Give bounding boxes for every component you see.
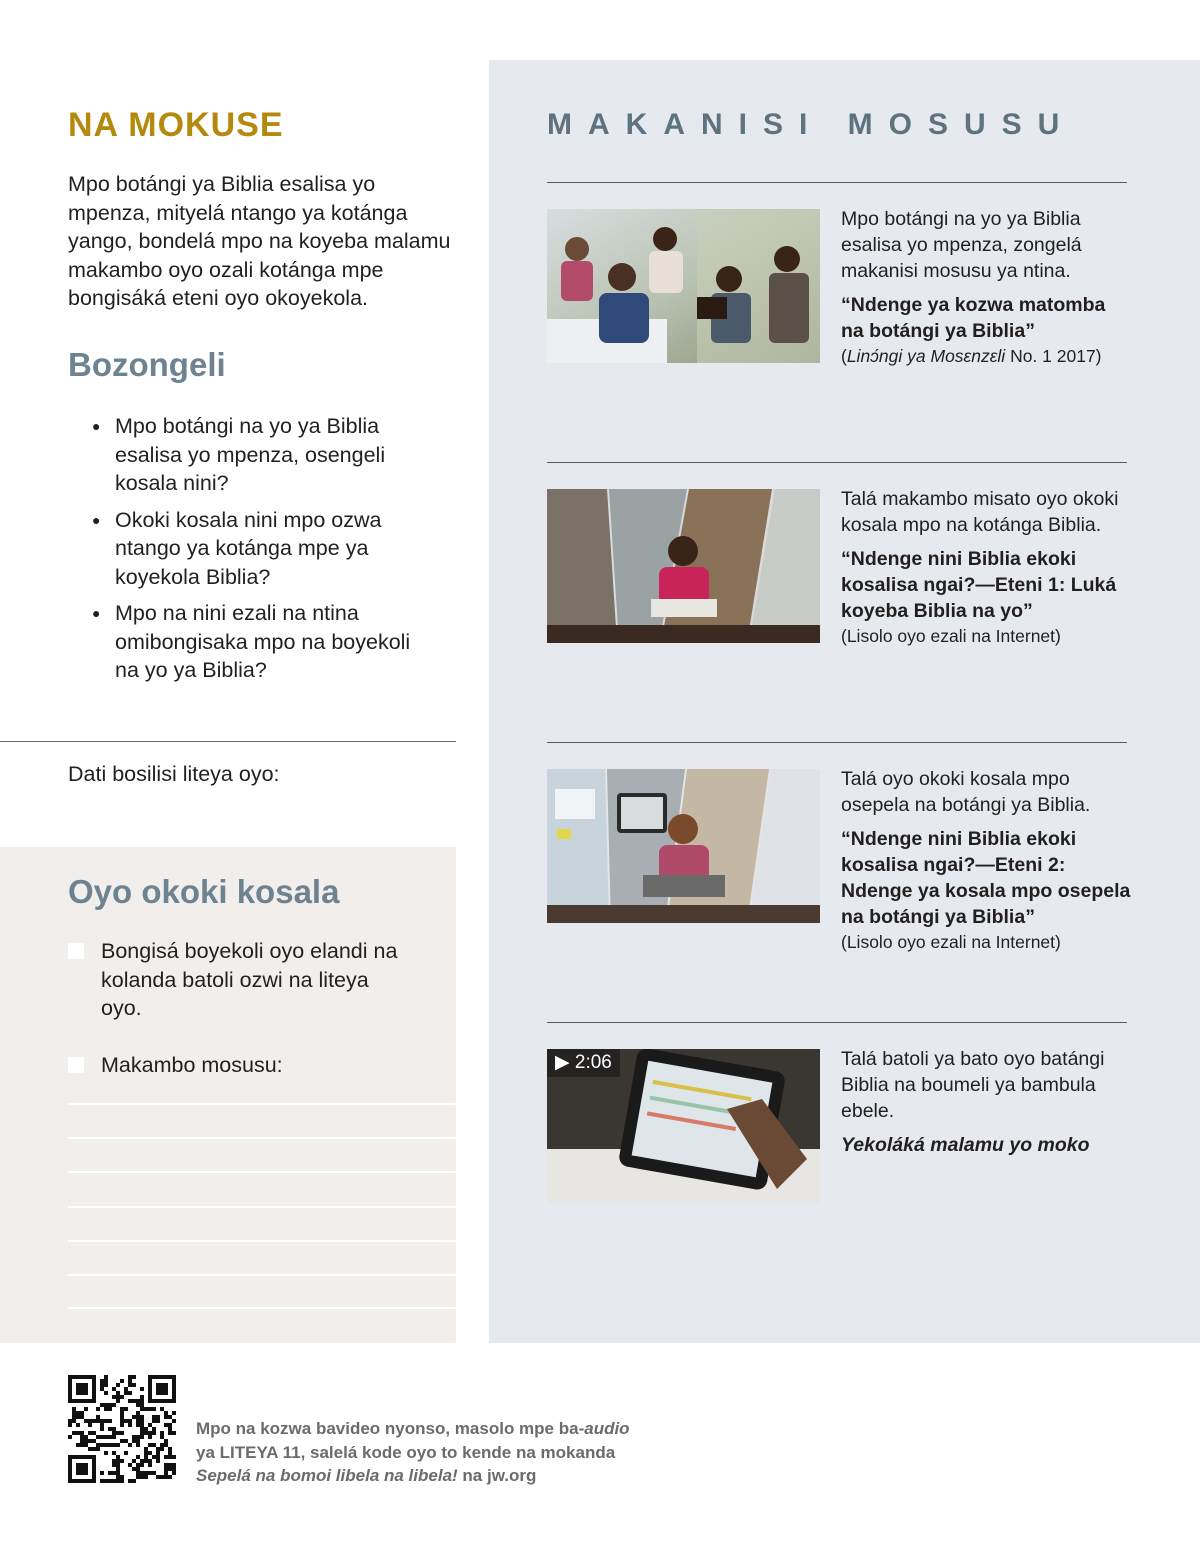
review-heading: Bozongeli xyxy=(68,346,226,383)
resource-item xyxy=(841,486,1131,648)
writing-line[interactable] xyxy=(68,1171,456,1173)
resource-item xyxy=(841,1046,1131,1158)
divider xyxy=(0,741,456,742)
resource-title[interactable]: “Ndenge ya kozwa matomba na botángi ya Biblia” xyxy=(841,294,1106,342)
resource-source: (Lisolo oyo ezali na Internet) xyxy=(841,932,1061,952)
video-thumbnail[interactable] xyxy=(547,1049,820,1203)
writing-line[interactable] xyxy=(68,1307,456,1309)
footer-note: Mpo na kozwa bavideo nyonso, masolo mpe ba-audio ya LITEYA 11, salelá kode oyo to kende na mokanda Sepelá na bomoi libela na libela! na jw.org xyxy=(196,1419,630,1485)
explore-heading: MAKANISI MOSUSU xyxy=(547,108,1076,141)
todo-heading: Oyo okoki kosala xyxy=(68,873,340,910)
summary-heading: NA MOKUSE xyxy=(68,106,284,144)
todo-item-label: Bongisá boyekoli oyo elandi na kolanda batoli ozwi na liteya oyo. xyxy=(101,939,398,1020)
video-duration-badge: ▶ 2:06 xyxy=(547,1049,620,1077)
todo-item-label: Makambo mosusu: xyxy=(101,1053,283,1077)
resource-description: Talá batoli ya bato oyo batángi Biblia na boumeli ya bambula ebele. xyxy=(841,1048,1105,1122)
divider xyxy=(547,1022,1127,1023)
resource-title[interactable]: “Ndenge nini Biblia ekoki kosalisa ngai?—Eteni 1: Luká koyeba Biblia na yo” xyxy=(841,548,1117,622)
divider xyxy=(547,462,1127,463)
resource-description: Talá makambo misato oyo okoki kosala mpo na kotánga Biblia. xyxy=(841,488,1119,536)
resource-description: Talá oyo okoki kosala mpo osepela na botángi ya Biblia. xyxy=(841,768,1091,816)
review-questions xyxy=(92,412,432,693)
resource-title[interactable]: “Ndenge nini Biblia ekoki kosalisa ngai?—Eteni 2: Ndenge ya kosala mpo osepela na botángi ya Biblia” xyxy=(841,828,1131,928)
todo-item xyxy=(68,1051,398,1080)
review-question: ● Okoki kosala nini mpo ozwa ntango ya kotánga mpe ya koyekola Biblia? xyxy=(92,506,432,592)
bible-reading-people-image[interactable] xyxy=(547,209,820,363)
checkbox[interactable] xyxy=(68,1057,84,1073)
review-question: ● Mpo na nini ezali na ntina omibongisaka mpo na boyekoli na yo ya Biblia? xyxy=(92,599,432,685)
summary-text: Mpo botángi ya Biblia esalisa yo mpenza, mityelá ntango ya kotánga yango, bondelá mpo na koyeba malamu makambo oyo ozali kotánga mpe bongisáká eteni oyo okoyekola. xyxy=(68,172,451,310)
resource-item xyxy=(841,206,1131,368)
resource-source: (Lisolo oyo ezali na Internet) xyxy=(841,626,1061,646)
resource-description: Mpo botángi na yo ya Biblia esalisa yo mpenza, zongelá makanisi mosusu ya ntina. xyxy=(841,208,1082,282)
writing-line[interactable] xyxy=(68,1103,456,1105)
checkbox[interactable] xyxy=(68,943,84,959)
girl-reading-bible-image[interactable] xyxy=(547,489,820,643)
qr-code-icon[interactable] xyxy=(68,1375,176,1483)
resource-source: (Linɔ́ngi ya Mosɛnzɛli No. 1 2017) xyxy=(841,346,1102,366)
resource-title[interactable]: Yekoláká malamu yo moko xyxy=(841,1134,1090,1156)
writing-line[interactable] xyxy=(68,1206,456,1208)
divider xyxy=(547,742,1127,743)
completion-date-label: Dati bosilisi liteya oyo: xyxy=(68,762,280,786)
todo-box xyxy=(0,847,456,1343)
girl-studying-bible-image[interactable] xyxy=(547,769,820,923)
writing-line[interactable] xyxy=(68,1137,456,1139)
writing-line[interactable] xyxy=(68,1240,456,1242)
resource-item xyxy=(841,766,1131,954)
divider xyxy=(547,182,1127,183)
review-question: ● Mpo botángi na yo ya Biblia esalisa yo mpenza, osengeli kosala nini? xyxy=(92,412,432,498)
writing-line[interactable] xyxy=(68,1274,456,1276)
todo-item xyxy=(68,937,398,1023)
